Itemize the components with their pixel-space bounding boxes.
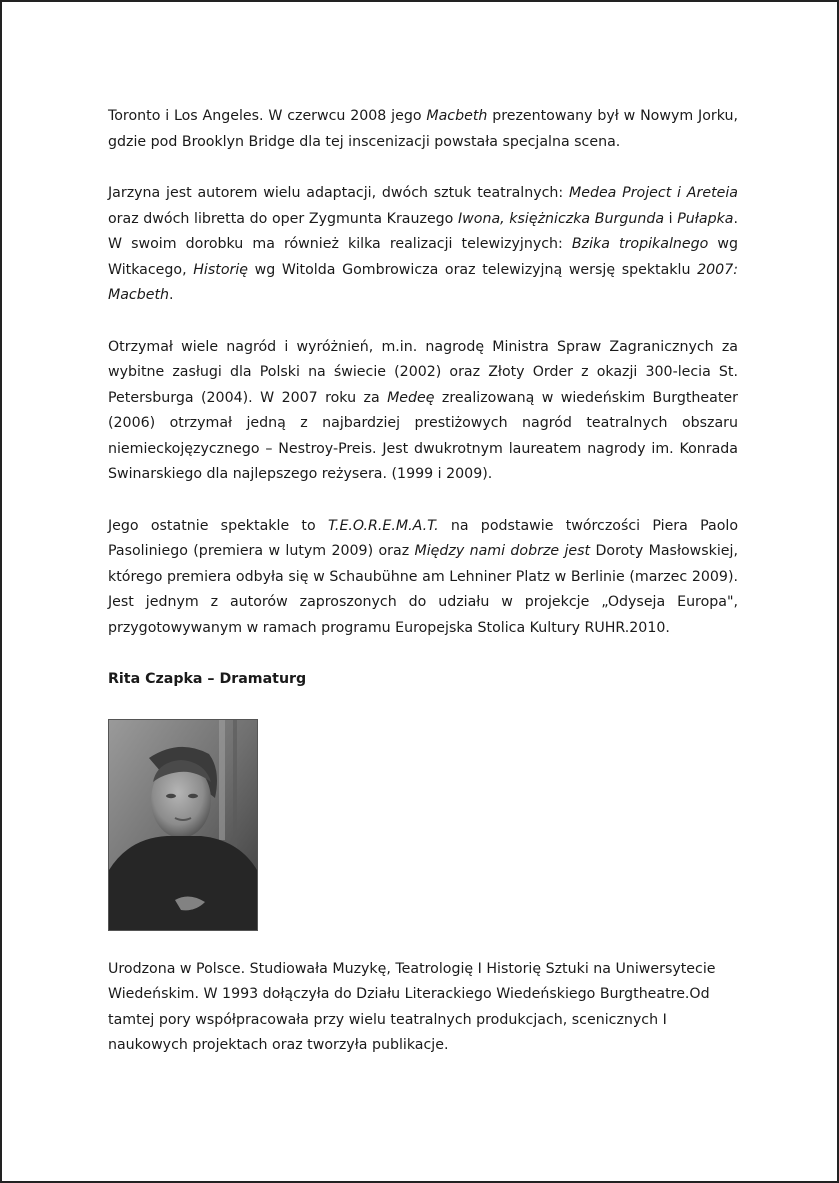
paragraph-adaptations	[108, 181, 738, 309]
paragraph-awards	[108, 335, 738, 488]
italic-title: Iwona, księżniczka Burgunda	[458, 210, 665, 227]
paragraph-recent-productions	[108, 514, 738, 642]
text-run: prezentowany był w Nowym Jorku, gdzie pod Brooklyn Bridge dla tej inscenizacji powstała specjalna scena.	[108, 108, 738, 150]
text-run: zrealizowaną w wiedeńskim Burgtheater (2006) otrzymał jedną z najbardziej prestiżowych nagród teatralnych obszaru niemieckojęzycznego – Nestroy-Preis. Jest dwukrotnym laureatem nagrody im. Konrada Swinarskiego dla najlepszego reżysera. (1999 i 2009).	[108, 389, 738, 482]
italic-title: Medeę	[387, 389, 435, 406]
italic-title: Medea Project i Areteia	[568, 185, 738, 201]
portrait-photo-graphic	[109, 720, 257, 930]
text-run: .	[169, 287, 174, 303]
italic-title: T.E.O.R.E.M.A.T.	[327, 517, 439, 534]
italic-title: Bzika tropikalnego	[571, 236, 709, 252]
text-run: oraz dwóch libretta do oper Zygmunta Krauzego	[108, 210, 458, 227]
text-run: Doroty Masłowskiej, którego premiera odbyła się w Schaubühne am Lehniner Platz w Berlinie (marzec 2009). Jest jednym z autorów zaproszonych do udziału w projekcje „Odyseja Europa", przygotowywanym w ramach programu Europejska Stolica Kultury RUHR.2010.	[108, 543, 738, 636]
text-run: . W swoim dorobku ma również kilka realizacji telewizyjnych:	[108, 210, 738, 252]
page-content	[108, 104, 738, 1085]
italic-title: Pułapka	[677, 210, 734, 227]
text-run: na podstawie twórczości Piera Paolo Pasoliniego (premiera w lutym 2009) oraz	[108, 517, 739, 559]
paragraph-macbeth-new-york	[108, 104, 738, 155]
text-run: Toronto i Los Angeles. W czerwcu 2008 jego	[108, 108, 427, 124]
text-run: i	[664, 210, 678, 227]
italic-title: Macbeth	[426, 108, 488, 124]
text-run: wg Witkacego,	[108, 236, 738, 278]
italic-title: Historię	[193, 261, 248, 278]
portrait-photo	[108, 719, 258, 931]
text-run: wg Witolda Gombrowicza oraz telewizyjną wersję spektaklu	[248, 261, 698, 278]
section-heading: Rita Czapka – Dramaturg	[108, 671, 307, 687]
text-run: Jarzyna jest autorem wielu adaptacji, dwóch sztuk teatralnych:	[108, 185, 569, 201]
italic-title: 2007: Macbeth	[108, 261, 738, 303]
paragraph-rita-czapka-bio: Urodzona w Polsce. Studiowała Muzykę, Teatrologię I Historię Sztuki na Uniwersytecie Wiedeńskim. W 1993 dołączyła do Działu Literackiego Wiedeńskiego Burgtheatre.Od tamtej pory współpracowała przy wielu teatralnych produkcjach, scenicznych I naukowych projektach oraz tworzyła publikacje.	[108, 960, 716, 1053]
italic-title: Między nami dobrze jest	[414, 543, 591, 559]
text-run: Jego ostatnie spektakle to	[108, 517, 328, 534]
text-run: Otrzymał wiele nagród i wyróżnień, m.in. nagrodę Ministra Spraw Zagranicznych za wybitne zasługi dla Polski na świecie (2002) oraz Złoty Order z okazji 300-lecia St. Petersburga (2004). W 2007 roku za	[108, 338, 738, 406]
